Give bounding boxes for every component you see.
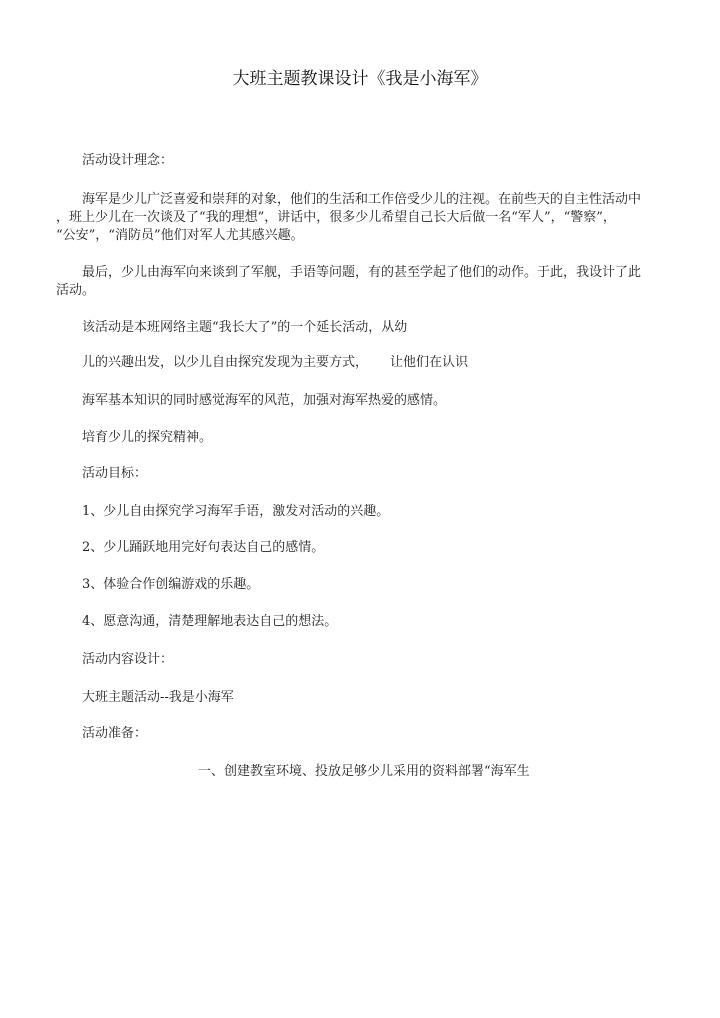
paragraph-line — [82, 353, 468, 373]
section-heading-content-design: 活动内容设计： — [82, 652, 174, 667]
paragraph-line: 该活动是本班网络主题“我长大了”的一个延长活动，从幼 — [82, 320, 408, 335]
section-heading-design-concept: 活动设计理念： — [82, 153, 174, 168]
paragraph-line-part: 让他们在认识 — [390, 355, 469, 370]
paragraph-line: 海军是少儿广泛喜爱和崇拜的对象，他们的生活和工作倍受少儿的注视。在前些天的自主性活动中 — [82, 192, 642, 207]
goal-item: 3、体验合作创编游戏的乐趣。 — [82, 577, 260, 592]
paragraph-line-part: 儿的兴趣出发，以少儿自由探究发现为主要方式， — [82, 355, 369, 370]
paragraph-line: 活动。 — [56, 283, 96, 298]
paragraph-line: “公安”，“消防员”他们对军人尤其感兴趣。 — [56, 228, 304, 243]
paragraph-line: 最后，少儿由海军向来谈到了军舰，手语等问题，有的甚至学起了他们的动作。于此，我设计了此 — [82, 265, 642, 280]
paragraph-line: 培育少儿的探究精神。 — [82, 430, 213, 445]
section-heading-preparation: 活动准备： — [82, 726, 148, 741]
goal-item: 2、少儿踊跃地用完好句表达自己的感情。 — [82, 540, 325, 555]
paragraph-line: 海军基本知识的同时感觉海军的风范，加强对海军热爱的感情。 — [82, 393, 447, 408]
goal-item: 4、愿意沟通，清楚理解地表达自己的想法。 — [82, 614, 338, 629]
paragraph-line: 大班主题活动--我是小海军 — [82, 690, 234, 705]
document-title: 大班主题教课设计《我是小海军》 — [232, 69, 488, 89]
paragraph-line: 一、创建教室环境、投放足够少儿采用的资料部署“海军生 — [198, 764, 530, 779]
goal-item: 1、少儿自由探究学习海军手语，激发对活动的兴趣。 — [82, 504, 390, 519]
paragraph-line: ，班上少儿在一次谈及了“我的理想”，讲话中，很多少儿希望自己长大后做一名“军人”，“警察”， — [56, 210, 616, 225]
section-heading-goals: 活动目标： — [82, 466, 148, 481]
